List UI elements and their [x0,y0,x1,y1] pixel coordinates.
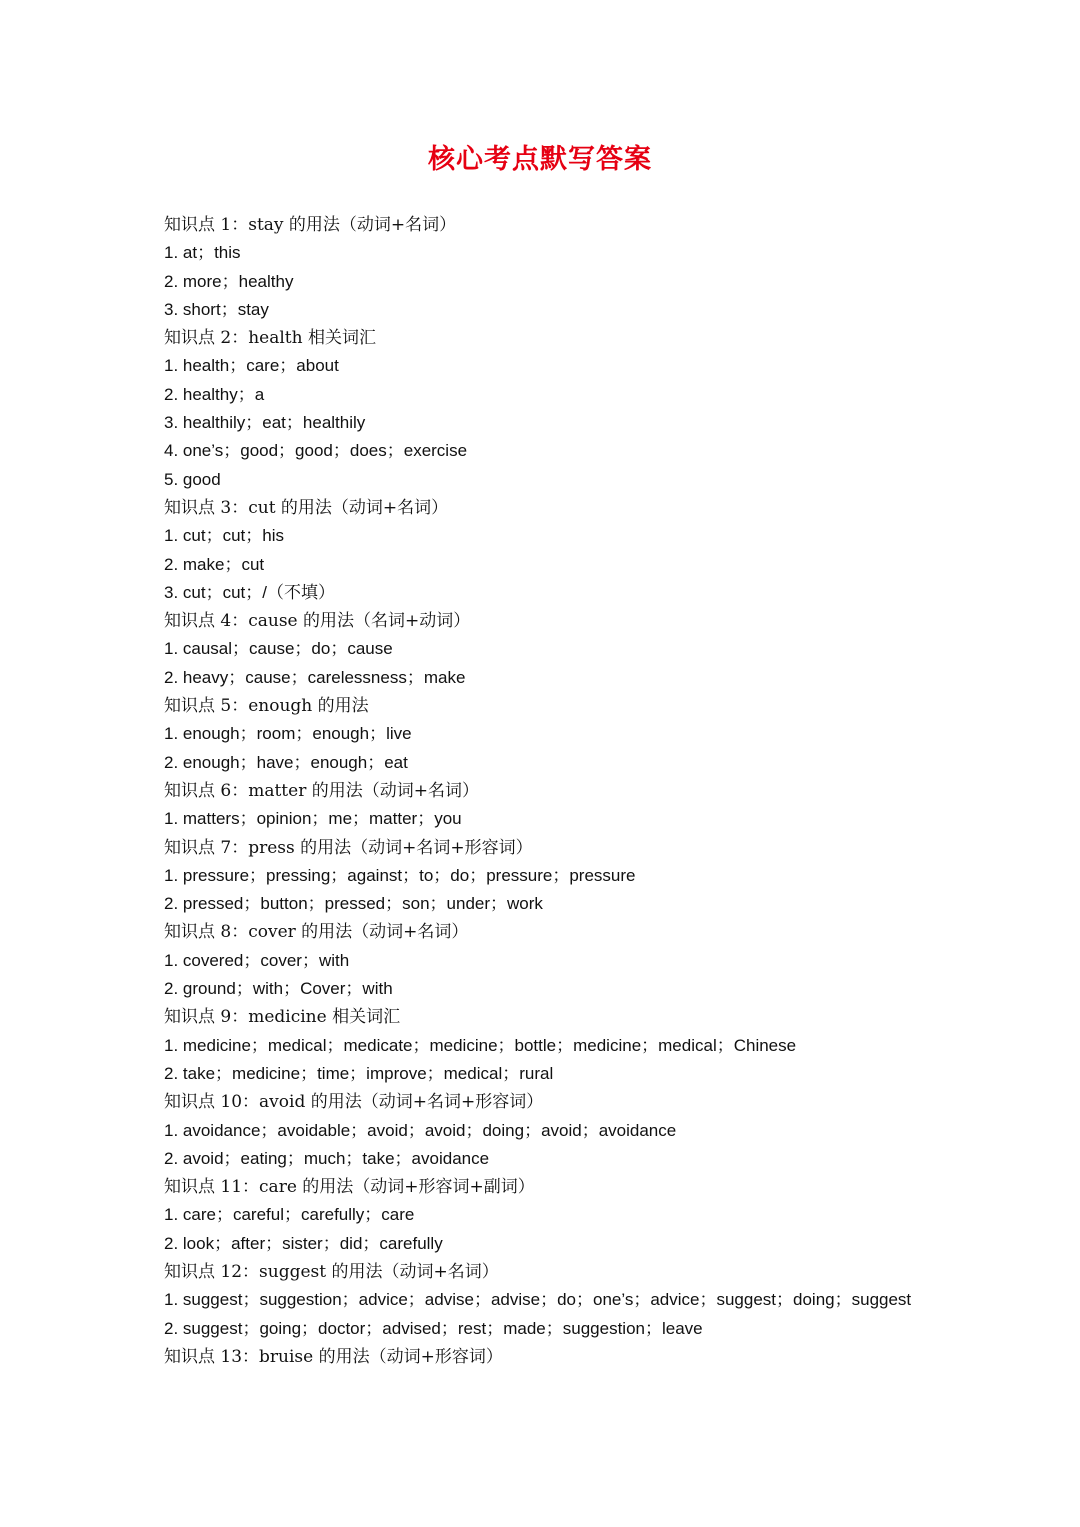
answer-line: 3. short；stay [164,299,269,319]
section-heading: 知识点 10：avoid 的用法（动词+名词+形容词） [164,1092,544,1113]
section-heading: 知识点 7：press 的用法（动词+名词+形容词） [164,837,533,858]
answer-line: 2. pressed；button；pressed；son；under；work [164,894,543,914]
answer-line: 1. cut；cut；his [164,526,284,546]
answer-list [164,211,1044,1371]
section-heading: 知识点 1：stay 的用法（动词+名词） [164,215,457,235]
answer-line: 1. covered；cover；with [164,950,350,970]
answer-line: 2. suggest；going；doctor；advised；rest；made；suggestion；leave [164,1318,703,1338]
section-heading: 知识点 11：care 的用法（动词+形容词+副词） [164,1177,535,1198]
section-heading: 知识点 5：enough 的用法 [164,696,369,717]
answer-line: 2. enough；have；enough；eat [164,752,408,772]
section-heading: 知识点 12：suggest 的用法（动词+名词） [164,1261,499,1282]
answer-line: 1. suggest；suggestion；advice；advise；advise；do；one’s；advice；suggest；doing；suggest [164,1290,912,1310]
answer-line: 4. one’s；good；good；does；exercise [164,441,468,461]
answer-line: 2. heavy；cause；carelessness；make [164,667,466,687]
answer-line: 2. ground；with；Cover；with [164,979,393,999]
answer-line: 3. healthily；eat；healthily [164,413,366,433]
section-heading: 知识点 4：cause 的用法（名词+动词） [164,611,471,632]
answer-line: 5. good [164,469,221,489]
answer-line: 2. take；medicine；time；improve；medical；rural [164,1063,554,1083]
answer-line: 1. enough；room；enough；live [164,724,412,744]
section-heading: 知识点 6：matter 的用法（动词+名词） [164,780,479,801]
answer-line: 1. causal；cause；do；cause [164,639,393,659]
answer-line: 2. more；healthy [164,271,294,291]
section-heading: 知识点 3：cut 的用法（动词+名词） [164,497,449,518]
section-heading: 知识点 2：health 相关词汇 [164,328,376,349]
answer-line: 2. healthy；a [164,384,265,404]
answer-line: 3. cut；cut；/（不填） [164,582,335,602]
document-title: 核心考点默写答案 [428,144,652,175]
answer-line: 1. avoidance；avoidable；avoid；avoid；doing；avoid；avoidance [164,1120,677,1140]
answer-line: 1. matters；opinion；me；matter；you [164,809,462,829]
section-heading: 知识点 13：bruise 的用法（动词+形容词） [164,1346,503,1367]
answer-line: 1. at；this [164,243,241,263]
section-heading: 知识点 8：cover 的用法（动词+名词） [164,922,469,943]
section-heading: 知识点 9：medicine 相关词汇 [164,1007,401,1028]
answer-line: 1. health；care；about [164,356,339,376]
answer-line: 1. medicine；medical；medicate；medicine；bottle；medicine；medical；Chinese [164,1035,797,1055]
answer-line: 2. look；after；sister；did；carefully [164,1233,443,1253]
answer-line: 2. make；cut [164,554,265,574]
answer-line: 2. avoid；eating；much；take；avoidance [164,1148,490,1168]
answer-line: 1. pressure；pressing；against；to；do；pressure；pressure [164,865,636,885]
answer-line: 1. care；careful；carefully；care [164,1205,415,1225]
